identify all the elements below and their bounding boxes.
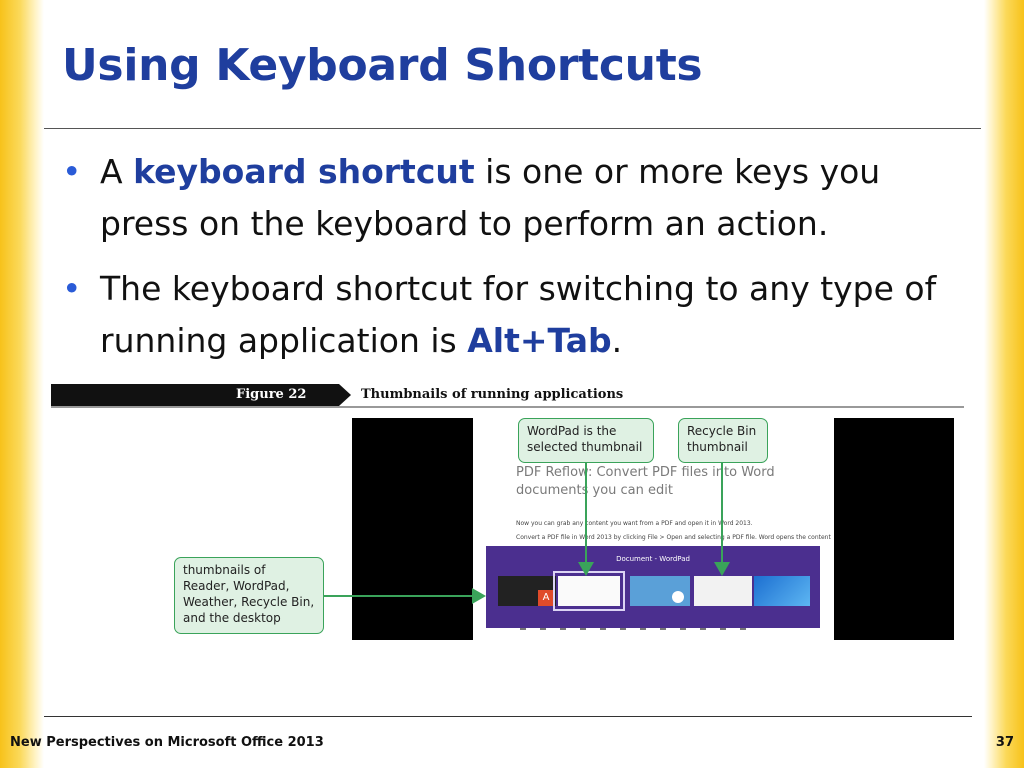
title-divider xyxy=(44,128,981,129)
bullet-item xyxy=(60,146,960,250)
bullet-text-after: . xyxy=(611,321,623,360)
bullet-emphasis: Alt+Tab xyxy=(467,321,612,360)
callout-recycle-bin: Recycle Bin thumbnail xyxy=(678,418,768,463)
bullet-dot-icon: • xyxy=(62,152,82,191)
bullet-text-before: A xyxy=(100,152,134,191)
bullet-list xyxy=(60,146,960,380)
figure-divider xyxy=(51,406,964,408)
document-heading: PDF Reflow: Convert PDF files into Word documents you can edit xyxy=(516,465,775,498)
bullet-item xyxy=(60,263,960,367)
reader-app-icon: A xyxy=(538,590,554,606)
document-faded-line xyxy=(520,628,750,630)
switcher-title: Document - WordPad xyxy=(616,555,690,563)
screenshot-black-panel-right xyxy=(833,418,954,640)
callout-thumbnails: thumbnails of Reader, WordPad, Weather, Recycle Bin, and the desktop xyxy=(174,557,324,634)
alt-tab-switcher xyxy=(486,546,820,628)
wordpad-thumbnail[interactable] xyxy=(558,576,620,606)
desktop-thumbnail[interactable] xyxy=(754,576,810,606)
document-text-line: Now you can grab any content you want from a PDF and open it in Word 2013. xyxy=(516,520,753,527)
right-accent-edge xyxy=(984,0,1024,768)
sun-icon xyxy=(672,591,684,603)
bullet-dot-icon: • xyxy=(62,269,82,308)
page-number: 37 xyxy=(995,735,1014,750)
screenshot-black-panel-left xyxy=(352,418,473,640)
bullet-emphasis: keyboard shortcut xyxy=(133,152,475,191)
bullet-text-before: The keyboard shortcut for switching to any type of running application is xyxy=(100,269,937,360)
left-accent-edge xyxy=(0,0,44,768)
callout-wordpad: WordPad is the selected thumbnail xyxy=(518,418,654,463)
footer-divider xyxy=(44,716,972,717)
footer-title: New Perspectives on Microsoft Office 2013 xyxy=(10,735,324,750)
bullet-text-after: is one or more keys you press on the keyboard to perform an action. xyxy=(100,152,881,243)
recycle-bin-thumbnail[interactable] xyxy=(694,576,752,606)
figure-number: Figure 22 xyxy=(236,387,307,402)
document-text-line: Convert a PDF file in Word 2013 by clicking File > Open and selecting a PDF file. Word opens the content xyxy=(516,534,831,541)
figure-header xyxy=(51,384,964,406)
slide-title: Using Keyboard Shortcuts xyxy=(62,40,703,91)
figure-caption: Thumbnails of running applications xyxy=(361,387,624,402)
